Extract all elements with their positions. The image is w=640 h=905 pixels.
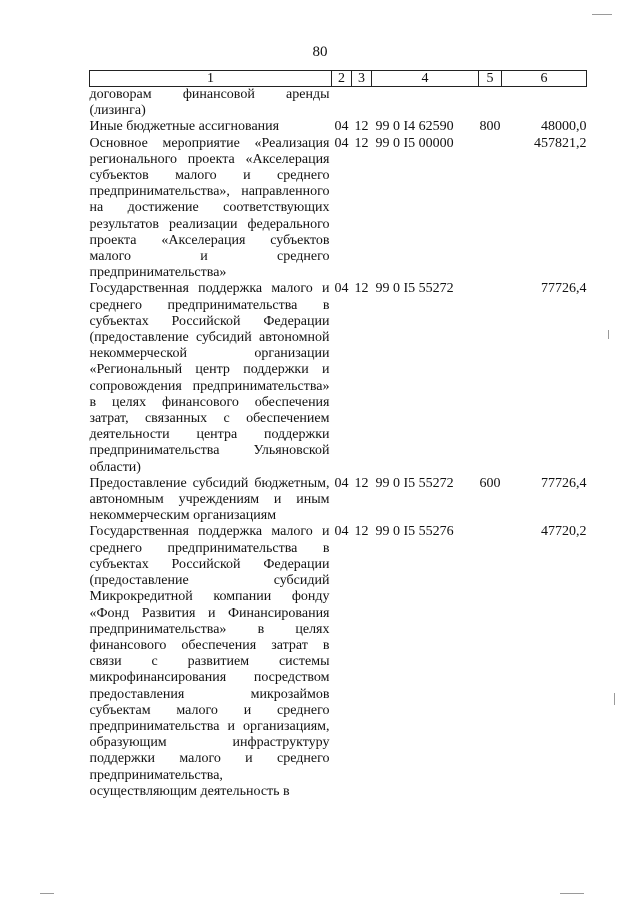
row-subsection: 12 xyxy=(354,135,369,151)
row-target-article xyxy=(372,87,479,120)
row-amount: 77726,4 xyxy=(541,281,587,297)
table-row xyxy=(90,119,587,135)
table-row xyxy=(90,281,587,475)
row-expense-type: 600 xyxy=(479,475,501,491)
row-name: Основное мероприятие «Реализация регионального проекта «Акселерация субъектов малого и среднего предпринимательства», направленного на достижение соответствующих результатов реализации федерального проекта «Акселерация субъектов малого и среднего предпринимательства» xyxy=(89,135,330,281)
row-section xyxy=(332,87,352,120)
row-name: Иные бюджетные ассигнования xyxy=(89,119,280,135)
column-header: 5 xyxy=(479,71,502,87)
row-name: договорам финансовой аренды (лизинга) xyxy=(89,87,330,119)
row-amount: 77726,4 xyxy=(541,475,587,491)
row-expense-type xyxy=(479,281,502,475)
row-amount: 48000,0 xyxy=(541,119,587,135)
column-header: 3 xyxy=(352,71,372,87)
scan-artifact xyxy=(608,330,609,339)
row-target-article: 99 0 I5 55276 xyxy=(375,524,454,540)
row-amount: 47720,2 xyxy=(541,524,587,540)
row-target-article: 99 0 I5 55272 xyxy=(375,281,454,297)
row-name: Государственная поддержка малого и среднего предпринимательства в субъектах Российской Федерации (предоставление субсидий Микрокредитной компании фонду «Фонд Развития и Финансирования предпринимательства» в целях финансового обеспечения затрат в связи с развитием системы микрофинансирования посредством предоставления микрозаймов субъектам малого и среднего предпринимательства и организациям, образующим инфраструктуру поддержки малого и среднего предпринимательства, осуществляющим деятельность в xyxy=(89,524,330,799)
scan-artifact xyxy=(614,693,615,705)
scan-artifact xyxy=(592,14,612,15)
row-expense-type: 800 xyxy=(479,119,501,135)
table-row xyxy=(90,524,587,799)
column-header: 4 xyxy=(372,71,479,87)
table-row xyxy=(90,136,587,282)
row-section: 04 xyxy=(334,119,349,135)
column-header: 2 xyxy=(332,71,352,87)
table-row xyxy=(90,476,587,525)
column-header: 1 xyxy=(90,71,332,87)
table-header-row xyxy=(90,71,587,87)
row-target-article: 99 0 I5 55272 xyxy=(375,475,454,491)
row-amount: 457821,2 xyxy=(534,135,587,151)
row-subsection: 12 xyxy=(354,475,369,491)
row-name: Предоставление субсидий бюджетным, автономным учреждениям и иным некоммерческим организациям xyxy=(89,475,330,524)
row-amount xyxy=(502,87,587,120)
row-section: 04 xyxy=(334,524,349,540)
row-section: 04 xyxy=(334,281,349,297)
row-expense-type xyxy=(479,524,502,799)
row-subsection: 12 xyxy=(354,281,369,297)
row-expense-type xyxy=(479,136,502,282)
row-target-article: 99 0 I4 62590 xyxy=(375,119,454,135)
row-name: Государственная поддержка малого и среднего предпринимательства в субъектах Российской Федерации (предоставление субсидий автономной некоммерческой организации «Региональный центр поддержки и сопровождения предпринимательства» в целях финансового обеспечения затрат, связанных с обеспечением деятельности центра поддержки предпринимательства Ульяновской области) xyxy=(89,281,330,475)
row-expense-type xyxy=(479,87,502,120)
column-header: 6 xyxy=(502,71,587,87)
budget-table xyxy=(89,70,587,800)
table-row xyxy=(90,87,587,120)
page-number: 80 xyxy=(312,44,328,60)
row-section: 04 xyxy=(334,135,349,151)
row-section: 04 xyxy=(334,475,349,491)
row-target-article: 99 0 I5 00000 xyxy=(375,135,454,151)
row-subsection: 12 xyxy=(354,119,369,135)
row-subsection xyxy=(352,87,372,120)
row-subsection: 12 xyxy=(354,524,369,540)
scan-artifact xyxy=(560,893,584,894)
scan-artifact xyxy=(40,893,54,894)
